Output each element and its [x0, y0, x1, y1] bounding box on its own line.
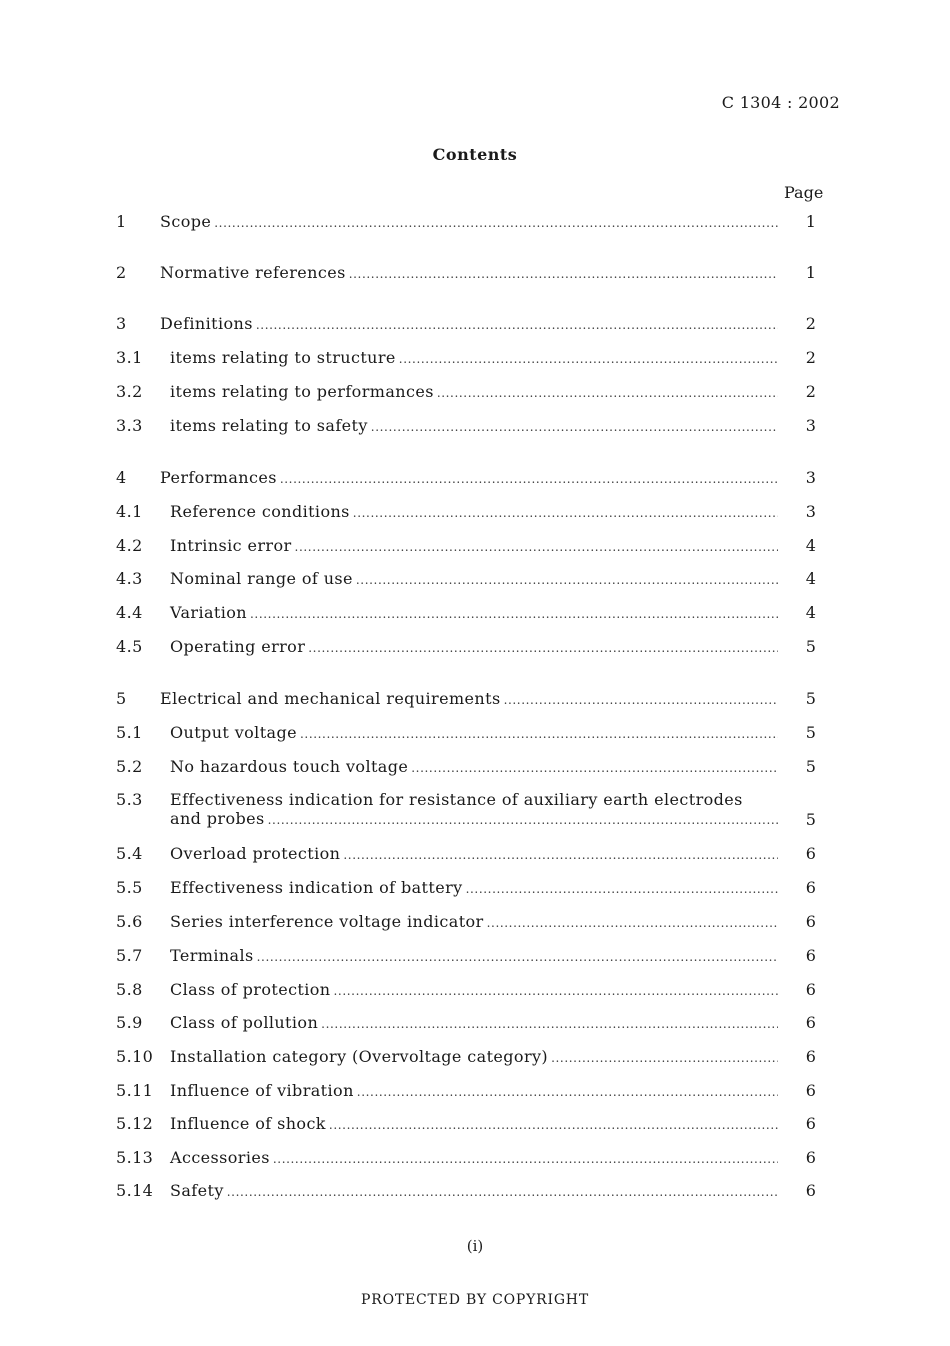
toc-entry-title: Performances: [160, 468, 277, 487]
toc-entry-page: 3: [805, 416, 817, 435]
toc-entry-title-continued: and probes: [170, 809, 265, 828]
toc-entry-page: 2: [805, 382, 817, 401]
toc-entry-title-wrap: [170, 1181, 778, 1200]
dot-leader: [356, 573, 778, 587]
toc-entry-title-wrap: [160, 314, 778, 333]
dot-leader: [257, 950, 778, 964]
toc-entry-line: [160, 314, 778, 333]
toc-entry-title-wrap: [170, 912, 778, 931]
toc-entry: [0, 1081, 950, 1103]
dot-leader: [353, 506, 778, 520]
toc-entry-page: 3: [805, 468, 817, 487]
toc-entry-line: [160, 263, 778, 282]
toc-entry-number: 1: [116, 212, 127, 231]
toc-entry: [0, 502, 950, 524]
toc-entry-number: 5.13: [116, 1148, 154, 1167]
toc-entry-title: Scope: [160, 212, 212, 231]
toc-entry-title: Class of pollution: [170, 1013, 319, 1032]
toc-entry: [0, 348, 950, 370]
toc-entry: [0, 723, 950, 745]
dot-leader: [256, 318, 778, 332]
toc-entry-number: 5.3: [116, 790, 143, 809]
toc-entry-title: Effectiveness indication of battery: [170, 878, 463, 897]
dot-leader: [349, 267, 778, 281]
toc-entry-number: 5: [116, 689, 127, 708]
toc-entry-title-wrap: [170, 1047, 778, 1066]
toc-entry: [0, 416, 950, 438]
toc-entry-title: Class of protection: [170, 980, 331, 999]
toc-entry-number: 4: [116, 468, 127, 487]
toc-entry: [0, 1181, 950, 1203]
toc-entry-line: [170, 382, 778, 401]
toc-entry-number: 3.3: [116, 416, 143, 435]
toc-entry-line: [170, 1047, 778, 1066]
toc-entry: [0, 912, 950, 934]
toc-entry-number: 4.2: [116, 536, 143, 555]
toc-entry-line: [160, 468, 778, 487]
toc-entry-title: Nominal range of use: [170, 569, 353, 588]
dot-leader: [334, 984, 778, 998]
toc-entry-number: 5.12: [116, 1114, 154, 1133]
toc-entry-title: items relating to safety: [170, 416, 368, 435]
dot-leader: [437, 386, 778, 400]
toc-entry-title: items relating to performances: [170, 382, 434, 401]
toc-entry: [0, 1013, 950, 1035]
toc-entry-page: 1: [805, 263, 817, 282]
toc-entry: [0, 878, 950, 900]
toc-entry-line: [170, 878, 778, 897]
dot-leader: [295, 540, 778, 554]
toc-entry-title: Definitions: [160, 314, 253, 333]
dot-leader: [504, 693, 778, 707]
toc-entry-title: Intrinsic error: [170, 536, 292, 555]
toc-entry-title: Reference conditions: [170, 502, 350, 521]
dot-leader: [487, 916, 778, 930]
toc-entry-title-wrap: [170, 603, 778, 622]
toc-entry-title: Installation category (Overvoltage category): [170, 1047, 549, 1066]
page-folio: (i): [466, 1237, 484, 1255]
dot-leader: [280, 472, 778, 486]
toc-entry: [0, 1114, 950, 1136]
toc-entry-number: 3.1: [116, 348, 143, 367]
toc-entry-line: [160, 212, 778, 231]
toc-entry-line: [170, 637, 778, 656]
toc-entry: [0, 689, 950, 711]
toc-entry: [0, 637, 950, 659]
dot-leader: [300, 727, 778, 741]
toc-entry-line: [170, 912, 778, 931]
toc-entry-line: [170, 569, 778, 588]
toc-entry-page: 5: [805, 757, 817, 776]
toc-entry: [0, 757, 950, 779]
toc-entry-page: 3: [805, 502, 817, 521]
dot-leader: [329, 1118, 778, 1132]
toc-entry-page: 2: [805, 314, 817, 333]
toc-entry-page: 2: [805, 348, 817, 367]
toc-entry-line: [170, 1013, 778, 1032]
toc-entry: [0, 263, 950, 285]
toc-entry-number: 5.10: [116, 1047, 154, 1066]
dot-leader: [308, 641, 778, 655]
toc-entry-title-wrap: [170, 637, 778, 656]
toc-entry-page: 5: [805, 637, 817, 656]
toc-entry-line: [170, 723, 778, 742]
toc-entry-line: [170, 348, 778, 367]
toc-entry-title: Normative references: [160, 263, 346, 282]
toc-entry-title: Safety: [170, 1181, 224, 1200]
toc-entry-page: 4: [805, 603, 817, 622]
toc-entry: [0, 382, 950, 404]
dot-leader: [250, 607, 778, 621]
dot-leader: [399, 352, 778, 366]
toc-entry-number: 3: [116, 314, 127, 333]
toc-entry-line: [170, 980, 778, 999]
toc-entry-title-wrap: [170, 1114, 778, 1133]
toc-entry-title-wrap: [170, 569, 778, 588]
toc-entry-number: 5.2: [116, 757, 143, 776]
toc-entry-title-wrap: [170, 878, 778, 897]
toc-entry-title: Effectiveness indication for resistance of auxiliary earth electrodes: [170, 790, 743, 809]
toc-entry-number: 5.1: [116, 723, 143, 742]
toc-entry-title: Terminals: [170, 946, 254, 965]
toc-entry-number: 4.5: [116, 637, 143, 656]
toc-entry-title: Operating error: [170, 637, 306, 656]
toc-entry-title: Overload protection: [170, 844, 341, 863]
toc-entry-title: Accessories: [170, 1148, 270, 1167]
toc-entry-title: Influence of shock: [170, 1114, 326, 1133]
toc-entry: [0, 790, 950, 829]
toc-entry-title-wrap: [170, 723, 778, 742]
toc-entry-title-wrap: [170, 416, 778, 435]
toc-entry-page: 4: [805, 536, 817, 555]
toc-entry-title-wrap: [170, 502, 778, 521]
toc-entry-line: [170, 1148, 778, 1167]
toc-entry-line: [170, 536, 778, 555]
toc-entry-number: 5.5: [116, 878, 143, 897]
toc-entry-page: 6: [805, 912, 817, 931]
toc-entry-page: 5: [805, 810, 817, 829]
toc-entry-number: 5.4: [116, 844, 143, 863]
toc-entry-number: 5.14: [116, 1181, 154, 1200]
toc-entry: [0, 468, 950, 490]
toc-entry-title: Output voltage: [170, 723, 297, 742]
toc-entry-title-wrap: [170, 757, 778, 776]
toc-entry: [0, 1047, 950, 1069]
toc-entry-page: 5: [805, 723, 817, 742]
dot-leader: [227, 1185, 778, 1199]
toc-entry: [0, 946, 950, 968]
toc-entry-title-wrap: [170, 844, 778, 863]
toc-entry-page: 6: [805, 1181, 817, 1200]
dot-leader: [357, 1085, 778, 1099]
dot-leader: [551, 1051, 778, 1065]
dot-leader: [214, 216, 778, 230]
toc-entry: [0, 536, 950, 558]
toc-entry: [0, 569, 950, 591]
toc-entry-title-wrap: [160, 468, 778, 487]
toc-entry-title-wrap: [170, 1081, 778, 1100]
toc-entry-number: 5.7: [116, 946, 143, 965]
toc-entry: [0, 314, 950, 336]
toc-entry-number: 5.6: [116, 912, 143, 931]
toc-entry-title: Influence of vibration: [170, 1081, 354, 1100]
contents-title: Contents: [432, 145, 518, 164]
toc-entry-page: 1: [805, 212, 817, 231]
toc-entry-page: 6: [805, 946, 817, 965]
toc-entry-number: 4.1: [116, 502, 143, 521]
toc-entry-title-wrap: [170, 790, 778, 828]
toc-entry-line: [170, 502, 778, 521]
toc-entry-title-wrap: [170, 980, 778, 999]
toc-entry-page: 6: [805, 980, 817, 999]
toc-entry-number: 5.11: [116, 1081, 154, 1100]
toc-entry-page: 6: [805, 1081, 817, 1100]
toc-entry-number: 3.2: [116, 382, 143, 401]
toc-entry-title: Electrical and mechanical requirements: [160, 689, 501, 708]
dot-leader: [321, 1017, 778, 1031]
toc-entry-line: [170, 416, 778, 435]
toc-entry-line: [170, 757, 778, 776]
toc-entry-number: 5.9: [116, 1013, 143, 1032]
toc-entry-page: 4: [805, 569, 817, 588]
toc-entry-page: 6: [805, 1013, 817, 1032]
toc-entry-page: 6: [805, 1047, 817, 1066]
toc-entry-line: [170, 1081, 778, 1100]
toc-entry-page: 6: [805, 1148, 817, 1167]
toc-entry-title: No hazardous touch voltage: [170, 757, 409, 776]
dot-leader: [371, 420, 778, 434]
toc-entry: [0, 1148, 950, 1170]
dot-leader: [466, 882, 778, 896]
toc-entry-page: 6: [805, 878, 817, 897]
toc-entry-line: [170, 1114, 778, 1133]
toc-entry: [0, 212, 950, 234]
toc-entry-number: 4.3: [116, 569, 143, 588]
page-column-heading: Page: [784, 183, 824, 202]
dot-leader: [411, 761, 778, 775]
toc-entry-title: items relating to structure: [170, 348, 396, 367]
toc-entry-title-wrap: [170, 1013, 778, 1032]
toc-entry: [0, 603, 950, 625]
toc-entry-number: 2: [116, 263, 127, 282]
toc-entry: [0, 844, 950, 866]
toc-entry-title-wrap: [170, 348, 778, 367]
dot-leader: [343, 848, 778, 862]
toc-entry-line: [160, 689, 778, 708]
toc-entry-page: 5: [805, 689, 817, 708]
toc-entry: [0, 980, 950, 1002]
toc-entry-page: 6: [805, 1114, 817, 1133]
toc-entry-title: Series interference voltage indicator: [170, 912, 484, 931]
copyright-notice: PROTECTED BY COPYRIGHT: [361, 1292, 589, 1308]
toc-entry-title: Variation: [170, 603, 248, 622]
toc-entry-title-wrap: [170, 1148, 778, 1167]
toc-entry-title-wrap: [170, 946, 778, 965]
toc-entry-title-wrap: [160, 263, 778, 282]
toc-entry-title-wrap: [170, 536, 778, 555]
toc-entry-line: [170, 603, 778, 622]
toc-entry-line: [170, 809, 778, 828]
dot-leader: [273, 1152, 778, 1166]
toc-entry-title-wrap: [160, 212, 778, 231]
toc-entry-page: 6: [805, 844, 817, 863]
toc-entry-number: 4.4: [116, 603, 143, 622]
toc-entry-line: [170, 946, 778, 965]
document-id: C 1304 : 2002: [721, 93, 840, 112]
toc-entry-number: 5.8: [116, 980, 143, 999]
toc-entry-line: [170, 1181, 778, 1200]
toc-entry-title-wrap: [160, 689, 778, 708]
dot-leader: [268, 813, 778, 827]
toc-entry-title-wrap: [170, 382, 778, 401]
toc-entry-line: [170, 844, 778, 863]
